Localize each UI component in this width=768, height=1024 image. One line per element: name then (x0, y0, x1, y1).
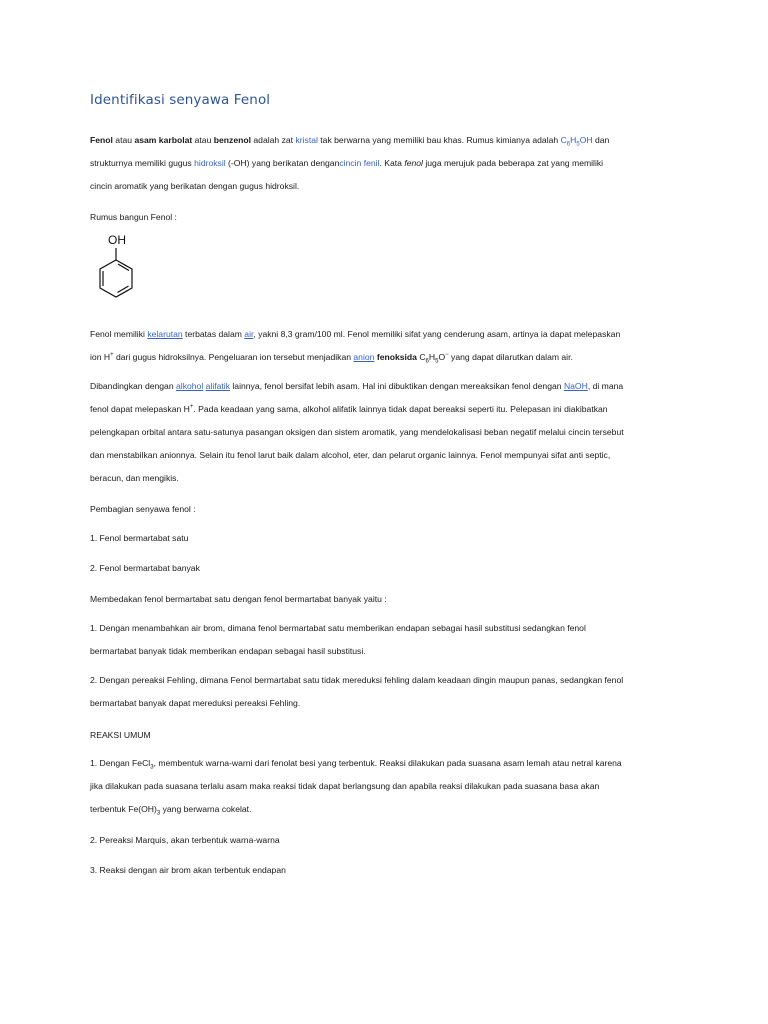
rumus-label: Rumus bangun Fenol : (90, 212, 177, 222)
link-kristal[interactable]: kristal (295, 135, 318, 145)
diff1-line-1: 1. Dengan menambahkan air brom, dimana fenol bermartabat satu memberikan endapan sebagai hasil substitusi sedangkan fenol (90, 623, 586, 633)
text: H (570, 135, 577, 145)
link-anion[interactable]: anion (353, 352, 375, 362)
subscript: 6 (425, 358, 429, 365)
p3-line-2 (90, 398, 690, 421)
text: terbentuk Fe(OH) (90, 804, 157, 814)
superscript: − (445, 352, 449, 359)
superscript: + (189, 404, 194, 411)
text: OH (579, 135, 593, 145)
reaksi-3: 3. Reaksi dengan air brom akan terbentuk endapan (90, 865, 286, 875)
difference-1 (90, 617, 690, 663)
italic-fenol: fenol (404, 158, 423, 168)
oh-label: OH (108, 233, 126, 247)
r1-line-3 (90, 798, 690, 821)
text: Fenol memiliki (90, 329, 148, 339)
phenol-structure-image (90, 230, 160, 310)
link-naoh[interactable]: NaOH (563, 381, 588, 391)
text: , membentuk warna-warni dari fenolat besi yang terbentuk. Reaksi dilakukan pada suasana asam lemah atau netral karena (153, 758, 622, 768)
text: dari gugus hidroksilnya. Pengeluaran ion tersebut menjadikan (113, 352, 354, 362)
list-item-2: 2. Fenol bermartabat banyak (90, 563, 200, 573)
p3-line-3: pelengkapan orbital antara satu-satunya pasangan oksigen dan sistem aromatik, yang mendelokalisasi beban negatif melalui cincin tersebut (90, 427, 624, 437)
p2-line-1 (90, 323, 690, 346)
r1-line-2: jika dilakukan pada suasana terlalu asam maka reaksi tidak dapat berlangsung dan apabila reaksi dilakukan pada suasana basa akan (90, 781, 600, 791)
text: (-OH) yang berikatan dengan (225, 158, 340, 168)
link-alifatik[interactable]: alifatik (205, 381, 230, 391)
text: atau (112, 135, 135, 145)
text: H (428, 352, 436, 362)
text: tak berwarna yang memiliki bau khas. Rumus kimianya adalah (317, 135, 561, 145)
intro-line-1 (90, 129, 690, 152)
text: . Kata (379, 158, 405, 168)
text: ion H (90, 352, 111, 362)
subscript: 3 (150, 764, 154, 771)
diff1-line-2: bermartabat banyak tidak memberikan endapan sebagai hasil substitusi. (90, 646, 366, 656)
text: . Pada keadaan yang sama, alkohol alifatik lainnya tidak dapat bereaksi seperti itu. Pelepasan ini diakibatkan (193, 404, 608, 414)
p2-line-2 (90, 346, 690, 369)
term-fenol: Fenol (90, 135, 113, 145)
text: yang berwarna cokelat. (160, 804, 252, 814)
difference-2 (90, 669, 690, 715)
p3-line-1 (90, 375, 690, 398)
diff2-line-1: 2. Dengan pereaksi Fehling, dimana Fenol bermartabat satu tidak mereduksi fehling dalam keadaan dingin maupun panas, sedangkan fenol (90, 675, 624, 685)
text: terbatas dalam (182, 329, 245, 339)
text: dan (592, 135, 610, 145)
diff2-line-2: bermartabat banyak dapat mereduksi pereaksi Fehling. (90, 698, 301, 708)
intro-paragraph (90, 129, 690, 198)
text: C (416, 352, 426, 362)
text: fenol dapat melepaskan H (90, 404, 190, 414)
text: strukturnya memiliki gugus (90, 158, 195, 168)
text: , yakni 8,3 gram/100 ml. Fenol memiliki sifat yang cenderung asam, artinya ia dapat melepaskan (253, 329, 621, 339)
text: O (438, 352, 446, 362)
text: , di mana (587, 381, 624, 391)
r1-line-1 (90, 752, 690, 775)
p3-line-4: dan menstabilkan anionnya. Selain itu fenol larut baik dalam alcohol, eter, dan pelarut organic lainnya. Fenol mempunyai sifat anti septic, (90, 450, 611, 460)
pembagian-label: Pembagian senyawa fenol : (90, 504, 196, 514)
acidity-paragraph (90, 375, 690, 490)
subscript: 6 (566, 141, 571, 148)
link-alkohol[interactable]: alkohol (176, 381, 204, 391)
reaksi-2: 2. Pereaksi Marquis, akan terbentuk warna-warna (90, 835, 280, 845)
subscript: 5 (435, 358, 439, 365)
link-formula-c6h5oh[interactable] (560, 135, 593, 148)
benzene-ring (100, 248, 132, 297)
term-benzenol: benzenol (213, 135, 252, 145)
p3-line-5: beracun, dan mengikis. (90, 473, 179, 483)
subscript: 3 (156, 810, 161, 817)
text: C (560, 135, 567, 145)
text: atau (192, 135, 214, 145)
text: 1. Dengan FeCl (90, 758, 151, 768)
link-air[interactable]: air (244, 329, 254, 339)
text: yang dapat dilarutkan dalam air. (448, 352, 573, 362)
term-asam-karbolat: asam karbolat (134, 135, 193, 145)
text: adalah zat (251, 135, 296, 145)
text: lainnya, fenol bersifat lebih asam. Hal ini dibuktikan dengan mereaksikan fenol dengan (230, 381, 564, 391)
intro-line-3: cincin aromatik yang berikatan dengan gugus hidroksil. (90, 181, 300, 191)
term-fenoksida: fenoksida (376, 352, 417, 362)
reaksi-1 (90, 752, 690, 821)
subscript: 5 (576, 141, 580, 148)
solubility-paragraph (90, 323, 690, 369)
link-kelarutan[interactable]: kelarutan (147, 329, 183, 339)
membedakan-label: Membedakan fenol bermartabat satu dengan fenol bermartabat banyak yaitu : (90, 594, 387, 604)
intro-line-2 (90, 152, 690, 175)
page-title: Identifikasi senyawa Fenol (90, 92, 271, 108)
text: Dibandingkan dengan (90, 381, 177, 391)
link-cincin-fenil[interactable]: cincin fenil (339, 158, 380, 168)
reaksi-umum-heading: REAKSI UMUM (90, 730, 151, 740)
text: juga merujuk pada beberapa zat yang memiliki (422, 158, 604, 168)
link-hidroksil[interactable]: hidroksil (194, 158, 226, 168)
list-item-1: 1. Fenol bermartabat satu (90, 533, 189, 543)
superscript: + (110, 352, 114, 359)
